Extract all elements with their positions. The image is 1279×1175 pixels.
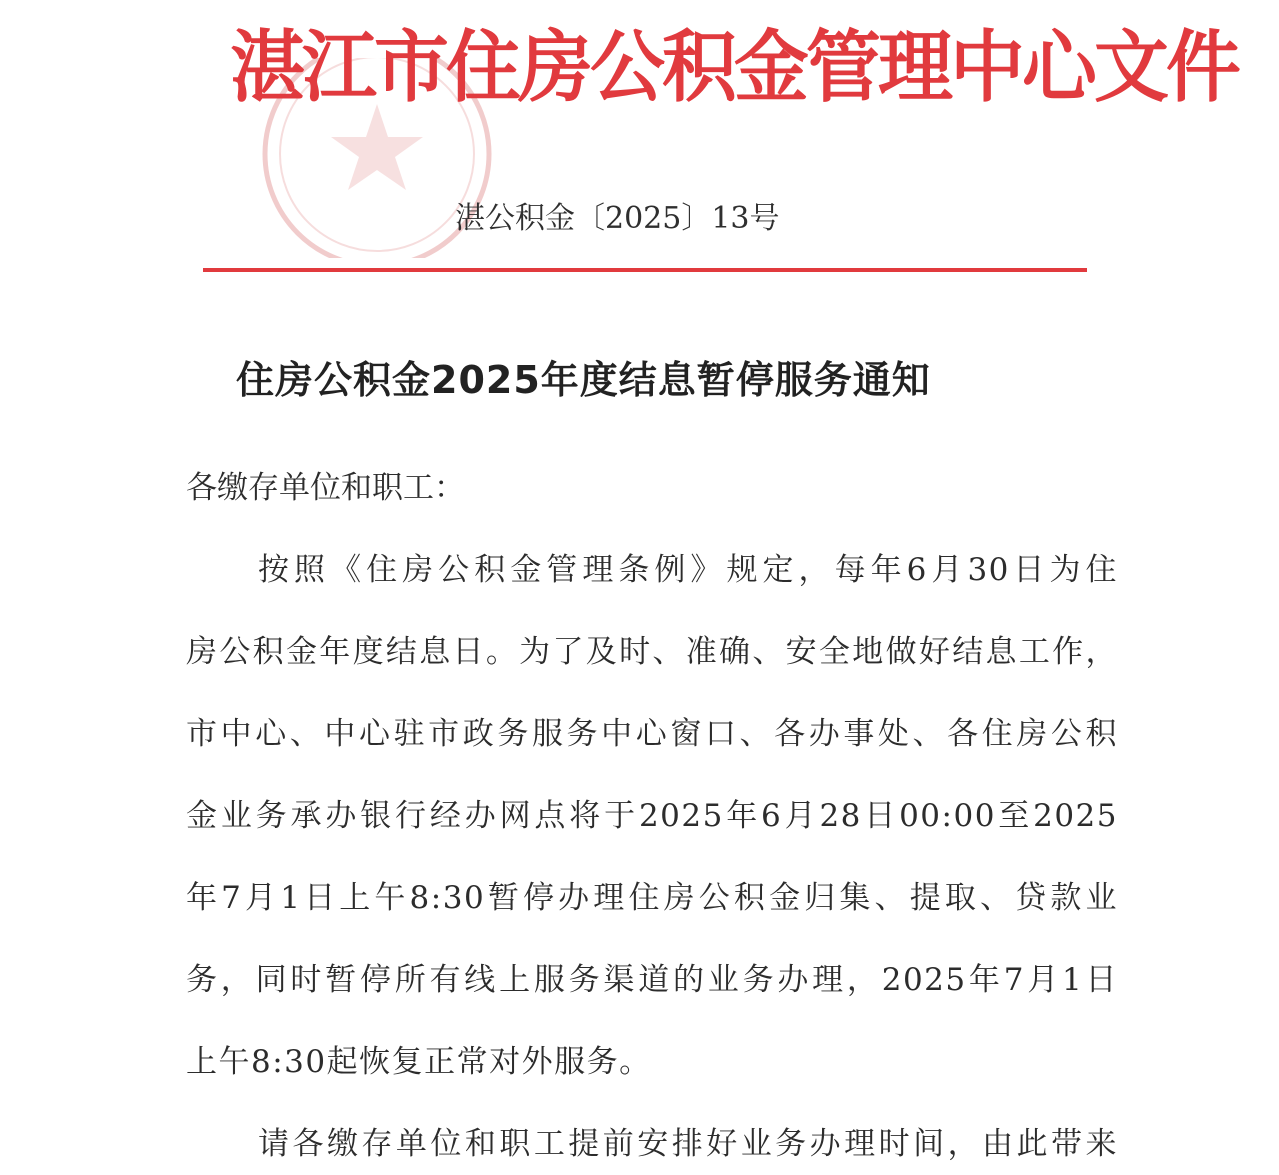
salutation: 各缴存单位和职工： bbox=[186, 470, 465, 506]
paragraph-1-line-4: 金业务承办银行经办网点将于2025年6月28日00:00至2025 bbox=[186, 798, 1118, 834]
paragraph-1-line-3: 市中心、中心驻市政务服务中心窗口、各办事处、各住房公积 bbox=[186, 716, 1118, 752]
paragraph-1-line-2: 房公积金年度结息日。为了及时、准确、安全地做好结息工作， bbox=[186, 634, 1118, 670]
red-separator-line bbox=[203, 268, 1087, 272]
paragraph-1-line-5: 年7月1日上午8:30暂停办理住房公积金归集、提取、贷款业 bbox=[186, 880, 1118, 916]
paragraph-2-line-1: 请各缴存单位和职工提前安排好业务办理时间，由此带来 bbox=[258, 1126, 1118, 1162]
document-number: 湛公积金〔2025〕13号 bbox=[455, 201, 780, 236]
paragraph-1-line-7: 上午8:30起恢复正常对外服务。 bbox=[186, 1044, 652, 1080]
issuing-organization-title: 湛江市住房公积金管理中心文件 bbox=[230, 22, 1239, 113]
notice-title: 住房公积金2025年度结息暂停服务通知 bbox=[236, 358, 931, 402]
paragraph-1-line-6: 务，同时暂停所有线上服务渠道的业务办理，2025年7月1日 bbox=[186, 962, 1118, 998]
paragraph-1-line-1: 按照《住房公积金管理条例》规定，每年6月30日为住 bbox=[258, 552, 1118, 588]
